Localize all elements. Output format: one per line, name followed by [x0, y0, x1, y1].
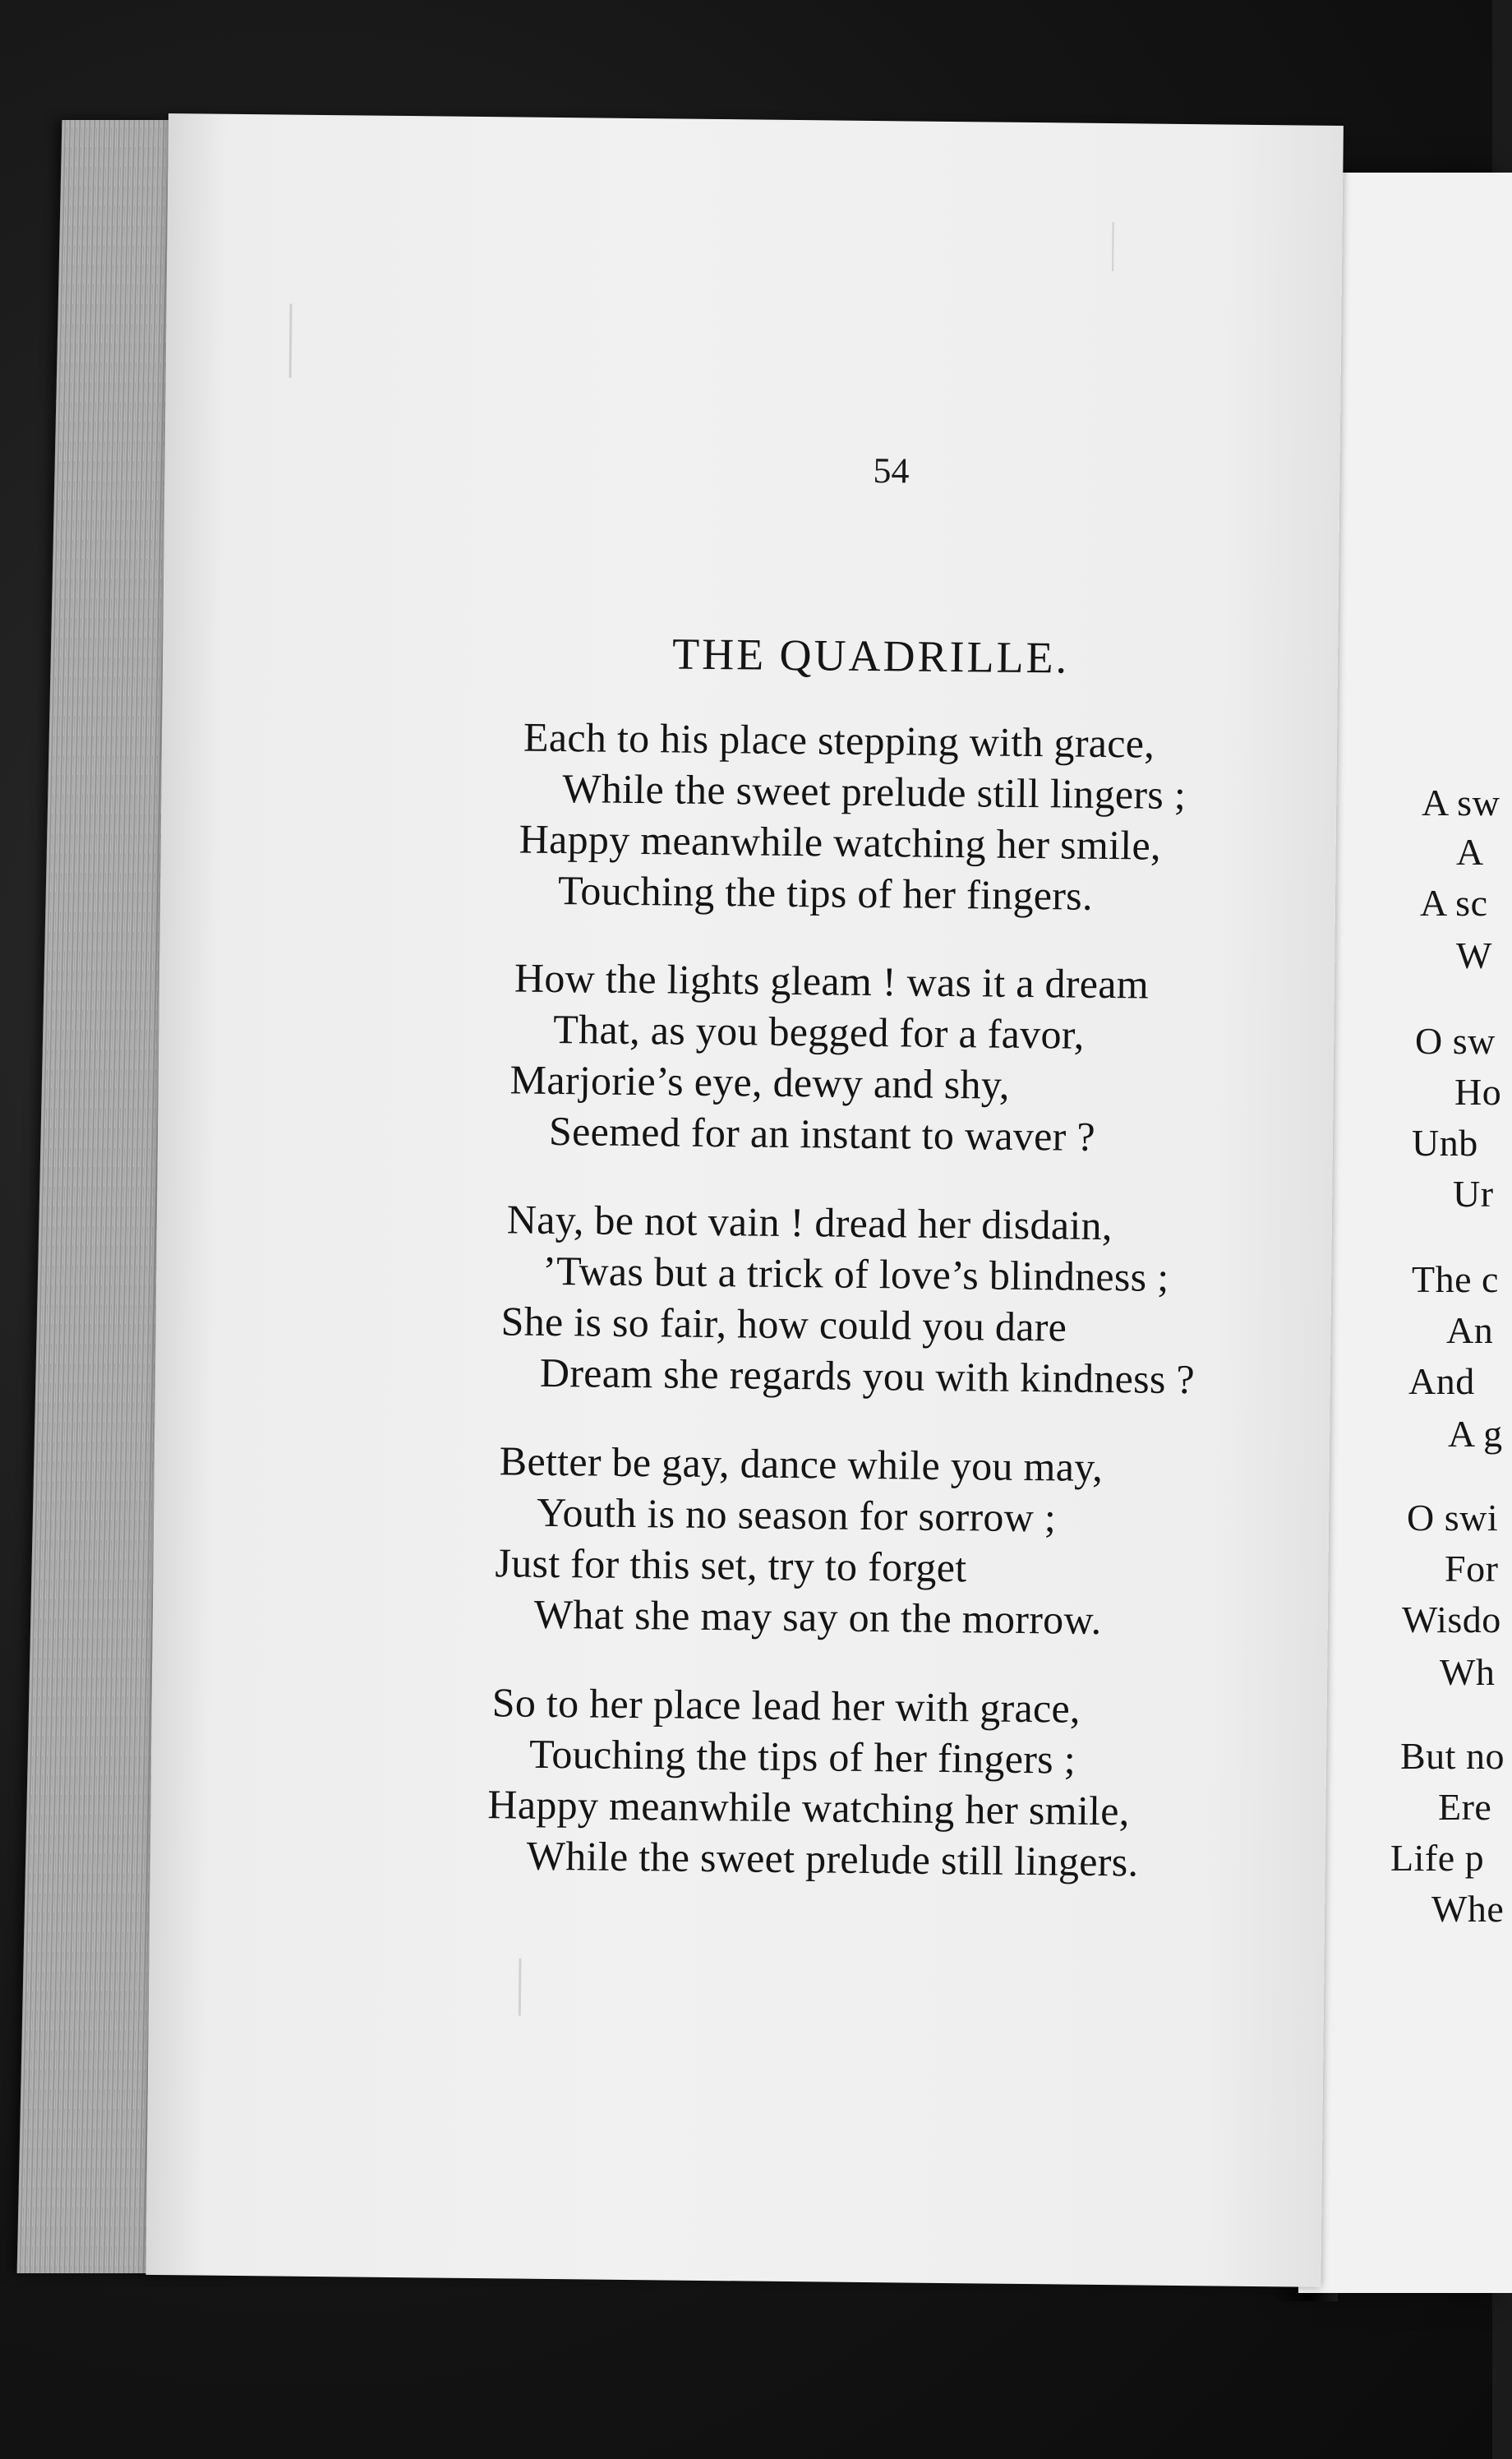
facing-line: Wh [1440, 1651, 1496, 1693]
facing-line: O sw [1415, 1020, 1496, 1062]
verse-line: So to her place lead her with grace, [491, 1679, 1081, 1732]
facing-line: A sc [1420, 882, 1488, 924]
verse-line: While the sweet prelude still lingers. [526, 1832, 1139, 1885]
facing-line: Wisdo [1402, 1599, 1501, 1640]
verse-line: Marjorie’s eye, dewy and shy, [509, 1056, 1011, 1108]
facing-line: But no [1400, 1735, 1505, 1777]
facing-line: A sw [1422, 782, 1500, 824]
verse-line: Nay, be not vain ! dread her disdain, [506, 1196, 1113, 1249]
book-page [145, 113, 1343, 2287]
facing-line: And [1408, 1360, 1475, 1402]
paper-blemish [289, 304, 293, 378]
facing-line: Ere [1438, 1786, 1492, 1828]
verse-line: What she may say on the morrow. [533, 1590, 1102, 1643]
verse-line: While the sweet prelude still lingers ; [562, 765, 1187, 819]
verse-line: Just for this set, try to forget [495, 1539, 967, 1591]
verse-line: Better be gay, dance while you may, [499, 1437, 1104, 1490]
verse-line: She is so fair, how could you dare [500, 1298, 1067, 1350]
verse-line: Youth is no season for sorrow ; [536, 1488, 1057, 1541]
verse-line: Seemed for an instant to waver ? [548, 1107, 1096, 1160]
page-number: 54 [873, 450, 910, 491]
verse-line: Each to his place stepping with grace, [523, 713, 1155, 767]
facing-line: The c [1412, 1258, 1499, 1300]
paper-blemish [1112, 222, 1114, 271]
verse-line: Touching the tips of her fingers ; [528, 1730, 1076, 1783]
facing-line: Whe [1431, 1888, 1505, 1930]
facing-line: Ho [1454, 1071, 1502, 1113]
facing-line: W [1456, 934, 1492, 976]
verse-line: Touching the tips of her fingers. [557, 867, 1094, 919]
facing-line: O swi [1407, 1497, 1499, 1539]
verse-line: ’Twas but a trick of love’s blindness ; [542, 1247, 1169, 1300]
facing-line: Unb [1412, 1122, 1478, 1164]
poem-title: THE QUADRILLE. [671, 629, 1070, 683]
facing-line: For [1445, 1548, 1499, 1589]
facing-line: A g [1448, 1413, 1503, 1455]
facing-line: Life p [1390, 1837, 1485, 1879]
verse-line: Happy meanwhile watching her smile, [487, 1781, 1130, 1834]
verse-line: Happy meanwhile watching her smile, [519, 815, 1162, 869]
verse-line: Dream she regards you with kindness ? [539, 1349, 1196, 1403]
facing-line: A [1456, 831, 1484, 873]
paper-blemish [519, 1958, 522, 2016]
verse-line: How the lights gleam ! was it a dream [514, 954, 1150, 1008]
verse-line: That, as you begged for a favor, [553, 1005, 1085, 1058]
facing-line: An [1446, 1309, 1494, 1351]
facing-line: Ur [1453, 1173, 1494, 1215]
